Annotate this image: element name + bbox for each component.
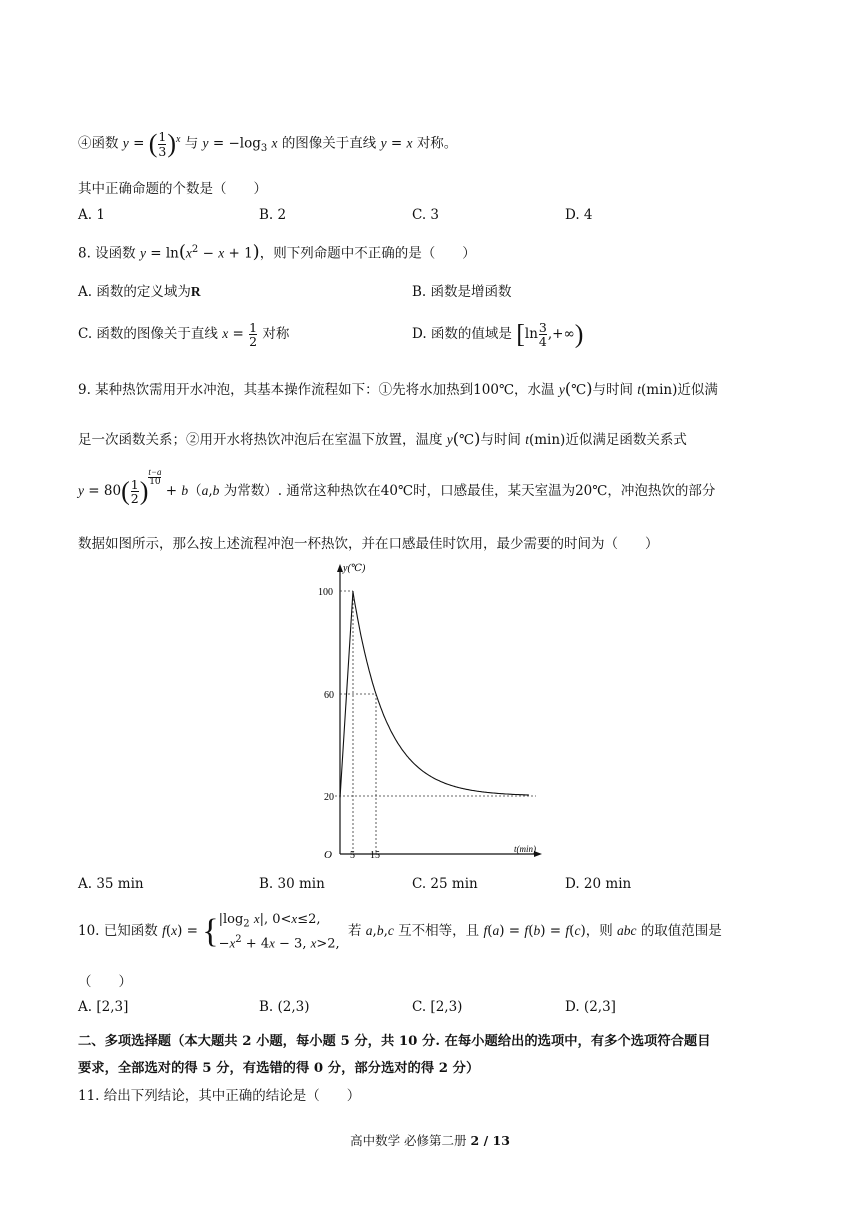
- cooling-curve: [353, 592, 529, 795]
- q9-option-d[interactable]: D. 20 min: [565, 876, 632, 892]
- heating-line: [340, 591, 353, 798]
- q9-option-b[interactable]: B. 30 min: [259, 876, 325, 892]
- q10-stem: 10. 已知函数 f(x) = { $|\log_2$ x|, 0<x≤2, $-x^2 + 4x - 3$, x>2, 若 a,b,c 互不相等，且 f(a) = f(b) = f(c)，则 abc 的取值范围是: [78, 911, 722, 952]
- section2-heading-line1: 二、多项选择题（本大题共 2 小题，每小题 5 分，共 10 分. 在每小题给出的选项中，有多个选项符合题目: [78, 1034, 711, 1049]
- q9-line4: 数据如图所示，那么按上述流程冲泡一杯热饮，并在口感最佳时饮用，最少需要的时间为（ ）: [78, 536, 659, 552]
- q7-option-a[interactable]: A. 1: [78, 207, 105, 223]
- page-footer: 高中数学 必修第二册 2 / 13: [350, 1133, 510, 1148]
- q8-option-b[interactable]: B. 函数是增函数: [412, 284, 512, 300]
- q10-option-a[interactable]: A. [2,3]: [78, 999, 129, 1015]
- q7-option-b[interactable]: B. 2: [259, 207, 287, 223]
- y-tick-100: 100: [318, 587, 333, 598]
- q9-line3: y = 80( $\frac{1}{2}$ ) $\frac{t-a}{10}$ + b（a,b 为常数）. 通常这种热饮在40℃时，口感最佳，某天室温为20℃，冲泡热饮的部分: [78, 467, 716, 506]
- q8-option-a[interactable]: A. 函数的定义域为R: [78, 284, 201, 300]
- q10-option-d[interactable]: D. (2,3]: [565, 999, 616, 1015]
- q11-stem: 11. 给出下列结论，其中正确的结论是（ ）: [78, 1088, 361, 1104]
- section2-heading-line2: 要求，全部选对的得 5 分，有选错的得 0 分，部分选对的得 2 分）: [78, 1061, 480, 1076]
- q9-line1: 9. 某种热饮需用开水冲泡，其基本操作流程如下：①先将水加热到100℃，水温 y(℃)与时间 t(min)近似满: [78, 379, 718, 398]
- x-tick-15: 15: [370, 850, 380, 861]
- y-axis-label: y(℃): [343, 563, 366, 574]
- q7-item4: ④函数 y = ( $\frac{1}{3}$ )$^x$ 与 $y = -\log_3$ x 的图像关于直线 y = x 对称。: [78, 129, 458, 159]
- q9-chart: [300, 558, 560, 868]
- x-axis-label: t(min): [514, 844, 536, 854]
- q9-option-a[interactable]: A. 35 min: [78, 876, 144, 892]
- q9-option-c[interactable]: C. 25 min: [412, 876, 478, 892]
- q7-option-d[interactable]: D. 4: [565, 207, 593, 223]
- q10-paren: （ ）: [78, 974, 132, 990]
- q9-line2: 足一次函数关系；②用开水将热饮冲泡后在室温下放置，温度 y(℃)与时间 t(min)近似满足函数关系式: [78, 429, 687, 448]
- y-tick-20: 20: [324, 792, 334, 803]
- q10-option-b[interactable]: B. (2,3): [259, 999, 310, 1015]
- y-tick-60: 60: [324, 690, 334, 701]
- x-tick-5: 5: [350, 850, 355, 861]
- q10-option-c[interactable]: C. [2,3): [412, 999, 463, 1015]
- q8-option-d[interactable]: D. 函数的值域是 [ln $\frac{3}{4}$ ,+∞): [412, 319, 584, 349]
- q8-stem: 8. 设函数 $y = \ln(x^2 - x + 1)$，则下列命题中不正确的是（ ）: [78, 241, 476, 263]
- q8-option-c[interactable]: C. 函数的图像关于直线 x = $\frac{1}{2}$ 对称: [78, 319, 290, 349]
- origin-label: O: [324, 849, 332, 861]
- q7-stem: 其中正确命题的个数是（ ）: [78, 181, 267, 197]
- q7-option-c[interactable]: C. 3: [412, 207, 440, 223]
